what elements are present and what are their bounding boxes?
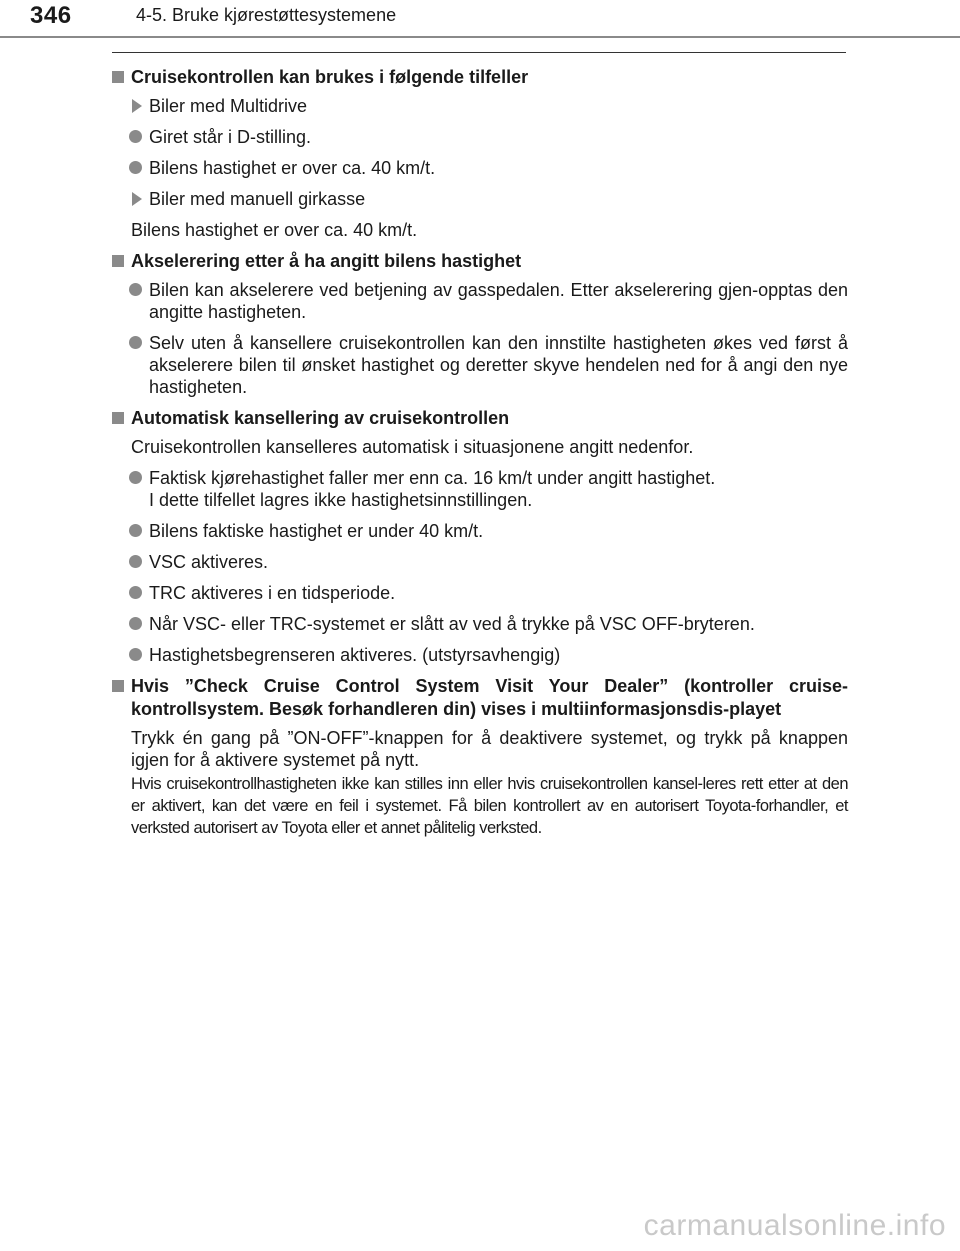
circle-bullet-icon — [129, 555, 142, 568]
small-note-paragraph: Hvis cruisekontrollhastigheten ikke kan stilles inn eller hvis cruisekontrollen kansel-leres rett etter at den er aktivert, kan det være en feil i systemet. Få bilen kontrollert av en autorisert Toyota-forhandler, et verksted autorisert av Toyota eller et annet pålitelig verksted. — [131, 775, 848, 837]
paragraph: Trykk én gang på ”ON-OFF”-knappen for å deaktivere systemet, og trykk på knappen igjen for å aktivere systemet på nytt. — [131, 728, 848, 770]
list-item — [112, 95, 848, 117]
section-title: 4-5. Bruke kjørestøttesystemene — [136, 5, 397, 25]
square-bullet-icon — [112, 680, 124, 692]
list-item — [112, 332, 848, 398]
triangle-bullet-icon — [132, 192, 142, 206]
square-bullet-icon — [112, 412, 124, 424]
item-text: Bilens faktiske hastighet er under 40 km/t. — [149, 521, 484, 541]
circle-bullet-icon — [129, 161, 142, 174]
circle-bullet-icon — [129, 130, 142, 143]
header-rule — [0, 36, 960, 38]
heading-text: Cruisekontrollen kan brukes i følgende tilfeller — [131, 67, 529, 87]
section-heading — [112, 66, 848, 89]
item-text: VSC aktiveres. — [149, 552, 269, 572]
list-item — [112, 279, 848, 323]
section-heading — [112, 250, 848, 273]
watermark-text: carmanualsonline.info — [643, 1209, 946, 1242]
circle-bullet-icon — [129, 283, 142, 296]
circle-bullet-icon — [129, 524, 142, 537]
item-text: Bilen kan akselerere ved betjening av gasspedalen. Etter akselerering gjen-opptas den angitte hastigheten. — [149, 280, 848, 322]
circle-bullet-icon — [129, 586, 142, 599]
triangle-bullet-icon — [132, 99, 142, 113]
paragraph: Cruisekontrollen kanselleres automatisk i situasjonene angitt nedenfor. — [131, 437, 694, 457]
heading-text: Akselerering etter å ha angitt bilens hastighet — [131, 251, 522, 271]
circle-bullet-icon — [129, 617, 142, 630]
paragraph: Bilens hastighet er over ca. 40 km/t. — [131, 220, 418, 240]
square-bullet-icon — [112, 71, 124, 83]
heading-text: Automatisk kansellering av cruisekontrollen — [131, 408, 510, 428]
item-text: Giret står i D-stilling. — [149, 127, 312, 147]
list-item — [112, 644, 848, 666]
item-text: Faktisk kjørehastighet faller mer enn ca. 16 km/t under angitt hastighet. — [149, 468, 716, 488]
page-number: 346 — [30, 2, 72, 29]
item-extra-text: I dette tilfellet lagres ikke hastighetsinnstillingen. — [149, 490, 533, 510]
item-text: Bilens hastighet er over ca. 40 km/t. — [149, 158, 436, 178]
list-item — [112, 188, 848, 210]
item-text: Hastighetsbegrenseren aktiveres. (utstyrsavhengig) — [149, 645, 561, 665]
heading-text: Hvis ”Check Cruise Control System Visit Your Dealer” (kontroller cruise-kontrollsystem. Besøk forhandleren din) vises i multiinformasjonsdis-playet — [131, 676, 848, 719]
item-text: Biler med Multidrive — [149, 96, 308, 116]
list-item — [112, 520, 848, 542]
item-text: TRC aktiveres i en tidsperiode. — [149, 583, 396, 603]
list-item — [112, 613, 848, 635]
circle-bullet-icon — [129, 648, 142, 661]
list-item — [112, 582, 848, 604]
list-item — [112, 551, 848, 573]
item-text: Selv uten å kansellere cruisekontrollen kan den innstilte hastigheten økes ved først å akselerere bilen til ønsket hastighet og deretter skyve hendelen ned for å angi den nye hastigheten. — [149, 333, 848, 397]
item-text: Når VSC- eller TRC-systemet er slått av ved å trykke på VSC OFF-bryteren. — [149, 614, 755, 634]
content-body — [112, 62, 848, 839]
list-item — [112, 157, 848, 179]
content-top-rule — [112, 52, 846, 53]
section-heading — [112, 675, 848, 721]
square-bullet-icon — [112, 255, 124, 267]
section-heading — [112, 407, 848, 430]
list-item — [112, 467, 848, 511]
item-text: Biler med manuell girkasse — [149, 189, 366, 209]
page-header — [0, 0, 960, 40]
circle-bullet-icon — [129, 471, 142, 484]
circle-bullet-icon — [129, 336, 142, 349]
list-item — [112, 126, 848, 148]
